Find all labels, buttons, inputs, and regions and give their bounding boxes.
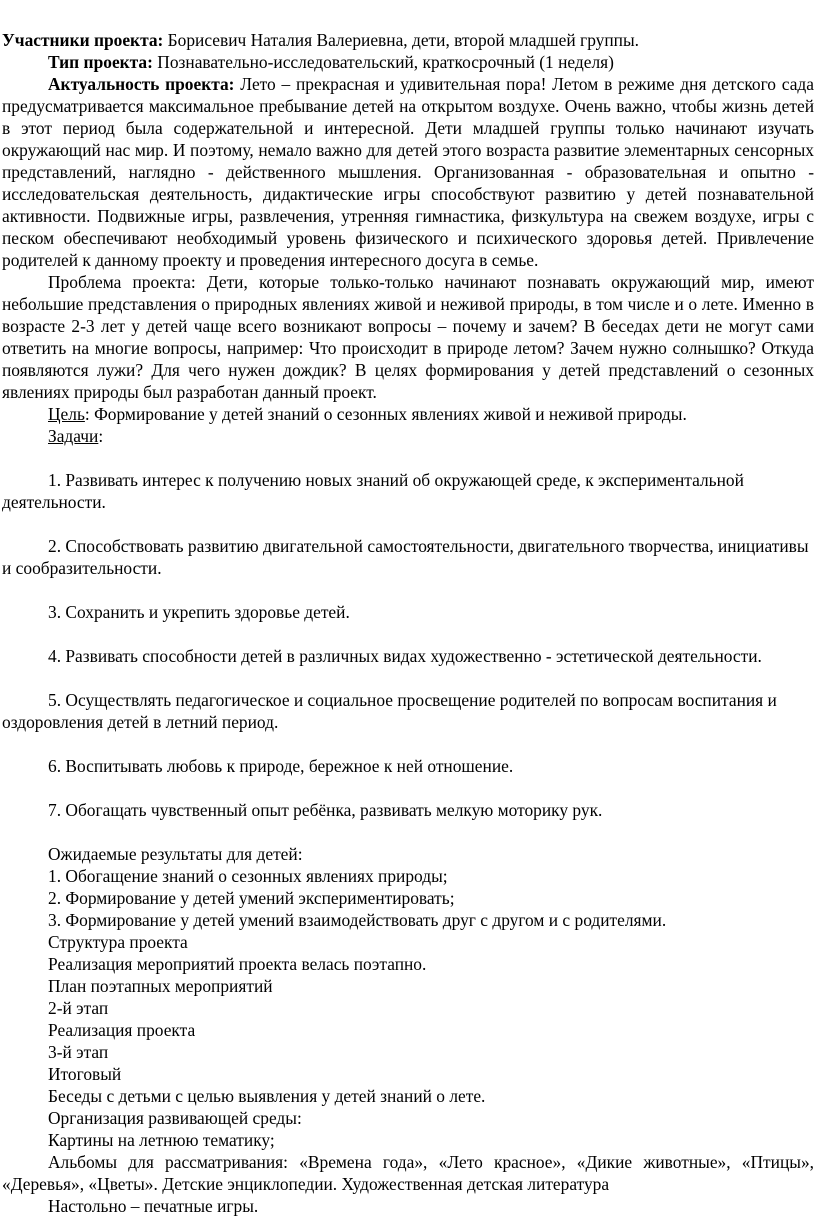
- expected-results-heading: Ожидаемые результаты для детей:: [48, 844, 303, 864]
- text-line: Организация развивающей среды:: [48, 1108, 302, 1128]
- spacer: [2, 623, 814, 645]
- task-item: 6. Воспитывать любовь к природе, бережное к ней отношение.: [48, 756, 514, 776]
- last-line: Настольно – печатные игры.: [48, 1196, 259, 1216]
- albums-paragraph: Альбомы для рассматривания: «Времена года», «Лето красное», «Дикие животные», «Птицы», «Деревья», «Цветы». Детские энциклопедии. Художественная детская литература: [2, 1152, 814, 1194]
- text-line: Картины на летнюю тематику;: [48, 1130, 275, 1150]
- problem-paragraph: Проблема проекта: Дети, которые только-только начинают познавать окружающий мир, имеют небольшие представления о природных явлениях живой и неживой природы, в том числе и о лете. Именно в возрасте 2-3 лет у детей чаще всего возникают вопросы – почему и зачем? В беседах дети не могут сами ответить на многие вопросы, например: Что происходит в природе летом? Зачем нужно солнышко? Откуда появляются лужи? Для чего нужен дождик? В целях формирования у детей представлений о сезонных явлениях природы был разработан данный проект.: [2, 272, 814, 402]
- type-label: Тип проекта:: [48, 52, 153, 72]
- spacer: [2, 447, 814, 469]
- participants-text: Борисевич Наталия Валериевна, дети, второй младшей группы.: [163, 30, 639, 50]
- type-paragraph: [2, 51, 814, 73]
- result-item: 1. Обогащение знаний о сезонных явлениях природы;: [48, 866, 448, 886]
- spacer: [2, 513, 814, 535]
- goal-label: Цель: [48, 404, 85, 424]
- task-item: 1. Развивать интерес к получению новых знаний об окружающей среде, к экспериментальной деятельности.: [2, 470, 744, 512]
- stage-label: 2-й этап: [48, 998, 109, 1018]
- relevance-text: Лето – прекрасная и удивительная пора! Летом в режиме дня детского сада предусматривается максимальное пребывание детей на открытом воздухе. Очень важно, чтобы жизнь детей в этот период была содержательной и интересной. Дети младшей группы только начинают изучать окружающий нас мир. И поэтому, немало важно для детей этого возраста развитие элементарных сенсорных представлений, наглядно - действенного мышления. Организованная - образовательная и опытно - исследовательская деятельность, дидактические игры способствуют развитию у детей познавательной активности. Подвижные игры, развлечения, утренняя гимнастика, физкультура на свежем воздухе, игры с песком обеспечивают необходимый уровень физического и психического здоровья детей. Привлечение родителей к данному проекту и проведения интересного досуга в семье.: [2, 74, 814, 270]
- spacer: [2, 777, 814, 799]
- result-item: 2. Формирование у детей умений экспериментировать;: [48, 888, 455, 908]
- text-line: Итоговый: [48, 1064, 122, 1084]
- result-item: 3. Формирование у детей умений взаимодействовать друг с другом и с родителями.: [48, 910, 667, 930]
- task-item: 5. Осуществлять педагогическое и социальное просвещение родителей по вопросам воспитания и оздоровления детей в летний период.: [2, 690, 777, 732]
- plan-heading: План поэтапных мероприятий: [48, 976, 273, 996]
- text-line: Беседы с детьми с целью выявления у детей знаний о лете.: [48, 1086, 486, 1106]
- tasks-label: Задачи: [48, 426, 99, 446]
- tasks-suffix: :: [98, 426, 104, 446]
- relevance-paragraph: [2, 73, 814, 271]
- structure-heading: Структура проекта: [48, 932, 188, 952]
- task-item: 7. Обогащать чувственный опыт ребёнка, развивать мелкую моторику рук.: [48, 800, 603, 820]
- text-line: Реализация мероприятий проекта велась поэтапно.: [48, 954, 427, 974]
- text-line: Реализация проекта: [48, 1020, 196, 1040]
- task-item: 4. Развивать способности детей в различных видах художественно - эстетической деятельности.: [48, 646, 762, 666]
- spacer: [2, 579, 814, 601]
- type-text: Познавательно-исследовательский, краткосрочный (1 неделя): [152, 52, 614, 72]
- stage-label: 3-й этап: [48, 1042, 109, 1062]
- spacer: [2, 733, 814, 755]
- tasks-heading: [2, 425, 814, 447]
- relevance-label: Актуальность проекта:: [48, 74, 235, 94]
- goal-paragraph: [2, 403, 814, 425]
- spacer: [2, 821, 814, 843]
- participants-paragraph: [2, 29, 814, 51]
- participants-label: Участники проекта:: [2, 30, 164, 50]
- task-item: 3. Сохранить и укрепить здоровье детей.: [48, 602, 350, 622]
- goal-text: : Формирование у детей знаний о сезонных явлениях живой и неживой природы.: [84, 404, 687, 424]
- spacer: [2, 667, 814, 689]
- task-item: 2. Способствовать развитию двигательной самостоятельности, двигательного творчества, инициативы и сообразительности.: [2, 536, 809, 578]
